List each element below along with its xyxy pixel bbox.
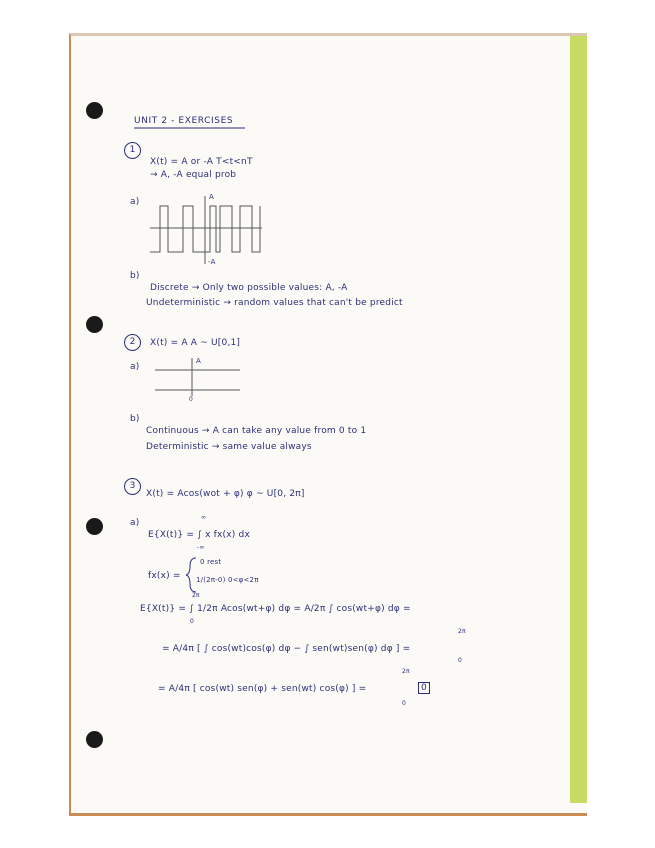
ex2-b-line1: Continuous → A can take any value from 0 to 1: [146, 426, 367, 436]
pdf-case-rest: 0 rest: [200, 558, 222, 566]
ex2-part-b: b): [130, 414, 140, 424]
plot-zero-label: 0: [189, 396, 194, 403]
integral-lower-limit: 0: [402, 700, 407, 707]
ex1-part-a: a): [130, 197, 140, 207]
ex2-b-line2: Deterministic → same value always: [146, 442, 312, 452]
exercise-number: 3: [124, 478, 141, 495]
final-result: 0: [418, 682, 430, 694]
pdf-lhs: fx(x) =: [148, 571, 181, 581]
page-title: UNIT 2 - EXERCISES: [134, 116, 234, 126]
expectation-step-1: E{X(t)} = ∫ 1/2π Acos(wt+φ) dφ = A/2π ∫ cos(wt+φ) dφ =: [140, 604, 411, 614]
integral-upper-limit: ∞: [201, 514, 207, 521]
exercise-number: 1: [124, 142, 141, 159]
ex3-part-a: a): [130, 518, 140, 528]
integral-upper-limit: 2π: [402, 668, 410, 675]
plot-bottom-label: -A: [208, 258, 216, 266]
integral-upper-limit: 2π: [458, 628, 466, 635]
integral-lower-limit: 0: [458, 657, 463, 664]
expectation-step-2: = A/4π [ ∫ cos(wt)cos(φ) dφ − ∫ sen(wt)sen(φ) dφ ] =: [162, 644, 411, 654]
ex1-b-line1: Discrete → Only two possible values: A, -A: [150, 283, 348, 293]
ex1-line1: X(t) = A or -A T<t<nT: [150, 157, 253, 167]
ex1-line2: → A, -A equal prob: [150, 170, 237, 180]
ex1-part-b: b): [130, 271, 140, 281]
ex1-b-line2: Undeterministic → random values that can't be predict: [146, 298, 403, 308]
ex2-part-a: a): [130, 362, 140, 372]
exercise-number: 2: [124, 334, 141, 351]
expectation-step-3: = A/4π [ cos(wt) sen(φ) + sen(wt) cos(φ) ] =: [158, 684, 367, 694]
plot-top-label: A: [196, 357, 201, 365]
integral-lower-limit: -∞: [197, 544, 205, 551]
integral-lower-limit: 0: [190, 618, 195, 625]
pdf-case-uniform: 1/(2π-0) 0<φ<2π: [196, 576, 259, 584]
expectation-definition: E{X(t)} = ∫ x fx(x) dx: [148, 530, 250, 540]
ex3-line1: X(t) = Acos(wot + φ) φ ~ U[0, 2π]: [146, 489, 305, 499]
plot-top-label: A: [209, 193, 214, 201]
integral-upper-limit: 2π: [192, 592, 200, 599]
ex2-line1: X(t) = A A ~ U[0,1]: [150, 338, 241, 348]
